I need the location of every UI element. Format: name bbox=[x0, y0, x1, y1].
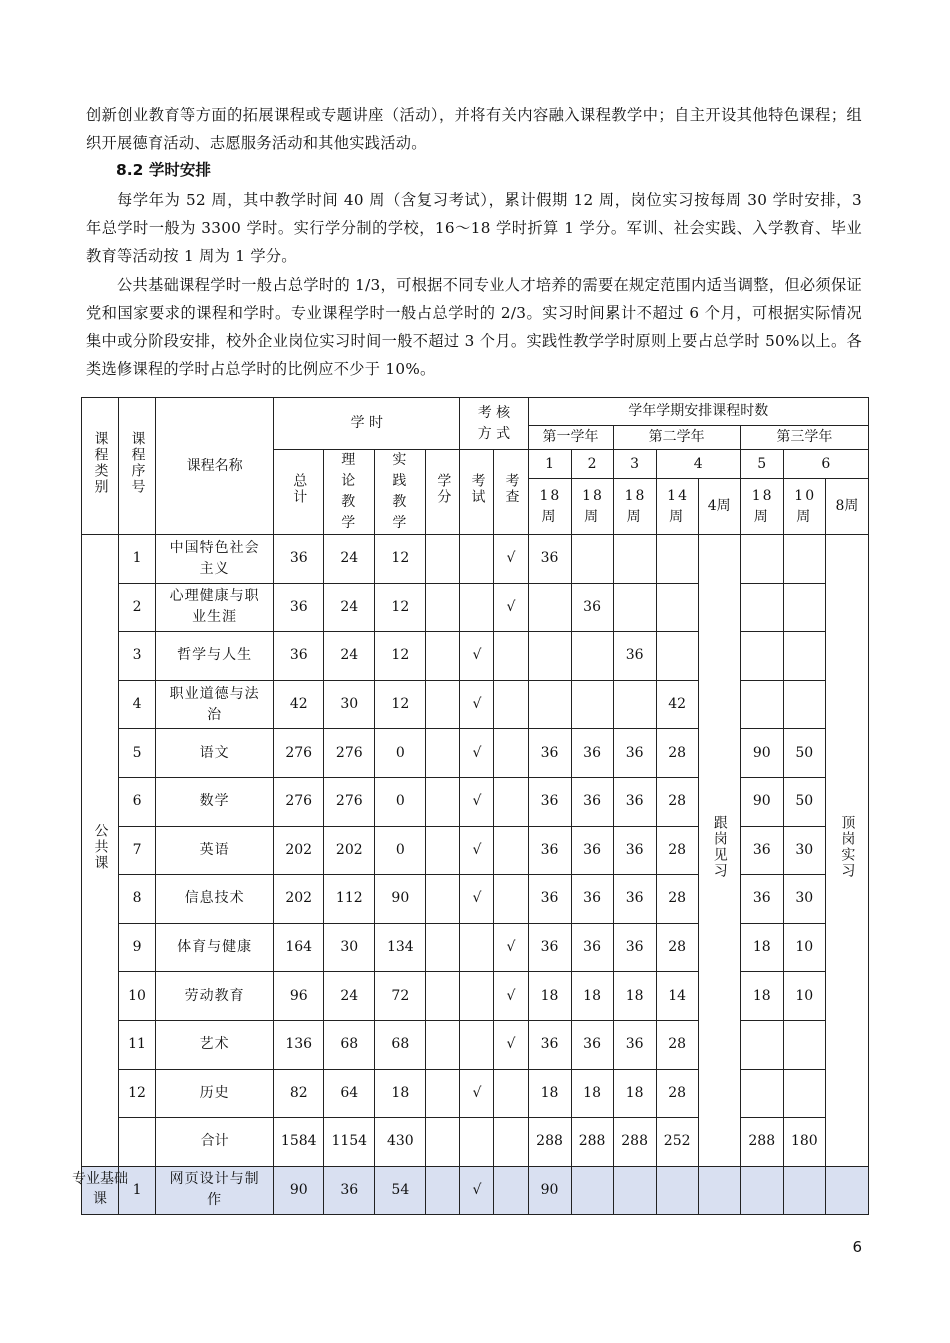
course-total: 36 bbox=[274, 583, 324, 632]
course-seq: 8 bbox=[119, 875, 156, 924]
sem5-hours: 36 bbox=[740, 875, 783, 924]
sem3-hours: 36 bbox=[613, 923, 656, 972]
course-seq: 2 bbox=[119, 583, 156, 632]
course-total: 164 bbox=[274, 923, 324, 972]
sem1-hours: 36 bbox=[528, 729, 571, 778]
course-total: 136 bbox=[274, 1020, 324, 1069]
course-name: 网页设计与制作 bbox=[156, 1166, 274, 1214]
course-credit bbox=[426, 1020, 460, 1069]
sem6-hours bbox=[783, 583, 825, 632]
course-seq: 12 bbox=[119, 1069, 156, 1118]
course-theory: 24 bbox=[324, 632, 375, 681]
sem1-hours: 36 bbox=[528, 1020, 571, 1069]
sem6-hours bbox=[783, 632, 825, 681]
sem5-hours bbox=[740, 632, 783, 681]
course-practice: 54 bbox=[375, 1166, 426, 1214]
header-name: 课程名称 bbox=[156, 398, 274, 535]
top-practice-label: 顶岗实习 bbox=[839, 814, 856, 879]
course-seq: 1 bbox=[119, 1166, 156, 1214]
header-weeks-3: 18周 bbox=[613, 479, 656, 535]
subtotal-practice: 430 bbox=[375, 1118, 426, 1167]
sem3-hours: 36 bbox=[613, 826, 656, 875]
sem6-hours: 10 bbox=[783, 923, 825, 972]
category-professional bbox=[72, 1166, 129, 1214]
empty-cell bbox=[825, 1166, 868, 1214]
course-total: 82 bbox=[274, 1069, 324, 1118]
subtotal-sem1: 288 bbox=[528, 1118, 571, 1167]
subtotal-total: 1584 bbox=[274, 1118, 324, 1167]
sem1-hours: 90 bbox=[528, 1166, 571, 1214]
empty-cell bbox=[783, 1166, 825, 1214]
subtotal-exam bbox=[460, 1118, 494, 1167]
header-category: 课程类别 bbox=[82, 398, 119, 535]
sem2-hours: 36 bbox=[571, 729, 613, 778]
subtotal-sem2: 288 bbox=[571, 1118, 613, 1167]
course-exam: √ bbox=[460, 1166, 494, 1214]
course-exam bbox=[460, 583, 494, 632]
course-seq: 4 bbox=[119, 680, 156, 729]
sem2-hours bbox=[571, 632, 613, 681]
sem6-hours bbox=[783, 1020, 825, 1069]
header-sem6: 6 bbox=[783, 450, 868, 479]
course-theory: 24 bbox=[324, 535, 375, 584]
header-weeks-4a: 14周 bbox=[656, 479, 698, 535]
sem6-hours: 30 bbox=[783, 875, 825, 924]
table-row bbox=[82, 875, 869, 924]
header-assess: 考 核 方 式 bbox=[460, 398, 528, 450]
course-exam: √ bbox=[460, 729, 494, 778]
course-exam: √ bbox=[460, 680, 494, 729]
course-check: √ bbox=[494, 923, 528, 972]
course-practice: 0 bbox=[375, 729, 426, 778]
sem5-hours: 18 bbox=[740, 972, 783, 1021]
course-name: 语文 bbox=[156, 729, 274, 778]
course-check: √ bbox=[494, 583, 528, 632]
sem4-hours bbox=[656, 632, 698, 681]
sem4-hours: 28 bbox=[656, 1020, 698, 1069]
header-practice: 实践教学 bbox=[375, 450, 426, 535]
course-exam: √ bbox=[460, 632, 494, 681]
header-weeks-6b: 8周 bbox=[825, 479, 868, 535]
course-credit bbox=[426, 777, 460, 826]
sem4-hours bbox=[656, 583, 698, 632]
course-theory: 202 bbox=[324, 826, 375, 875]
course-exam bbox=[460, 1020, 494, 1069]
sem6-hours bbox=[783, 1069, 825, 1118]
header-credit: 学分 bbox=[426, 450, 460, 535]
course-practice: 12 bbox=[375, 535, 426, 584]
course-credit bbox=[426, 535, 460, 584]
course-exam bbox=[460, 923, 494, 972]
intro-paragraph: 创新创业教育等方面的拓展课程或专题讲座（活动），并将有关内容融入课程教学中；自主开设其他特色课程；组织开展德育活动、志愿服务活动和其他实践活动。 bbox=[86, 106, 862, 152]
sem3-hours: 36 bbox=[613, 1020, 656, 1069]
header-sem2: 2 bbox=[571, 450, 613, 479]
header-hours: 学 时 bbox=[274, 398, 460, 450]
course-seq: 1 bbox=[119, 535, 156, 584]
sem3-hours: 18 bbox=[613, 972, 656, 1021]
header-year2: 第二学年 bbox=[613, 426, 740, 450]
sem6-hours: 50 bbox=[783, 777, 825, 826]
schedule-table bbox=[72, 397, 869, 1215]
course-credit bbox=[426, 826, 460, 875]
sem2-hours bbox=[571, 680, 613, 729]
course-practice: 0 bbox=[375, 826, 426, 875]
course-practice: 90 bbox=[375, 875, 426, 924]
sem3-hours: 36 bbox=[613, 777, 656, 826]
sem2-hours bbox=[571, 535, 613, 584]
table-row bbox=[82, 972, 869, 1021]
sem2-hours: 36 bbox=[571, 826, 613, 875]
empty-cell bbox=[656, 1166, 698, 1214]
sem1-hours: 36 bbox=[528, 875, 571, 924]
course-check: √ bbox=[494, 535, 528, 584]
table-row bbox=[82, 535, 869, 584]
course-practice: 68 bbox=[375, 1020, 426, 1069]
sem6-hours: 30 bbox=[783, 826, 825, 875]
course-practice: 72 bbox=[375, 972, 426, 1021]
course-total: 202 bbox=[274, 875, 324, 924]
course-exam: √ bbox=[460, 826, 494, 875]
sem1-hours: 18 bbox=[528, 972, 571, 1021]
category-public-label: 公共课 bbox=[92, 822, 109, 871]
category-public bbox=[82, 535, 119, 1167]
follow-practice bbox=[698, 535, 740, 1167]
course-name: 中国特色社会主义 bbox=[156, 535, 274, 584]
course-seq: 6 bbox=[119, 777, 156, 826]
header-seq: 课程序号 bbox=[119, 398, 156, 535]
header-theory: 理论教学 bbox=[324, 450, 375, 535]
course-practice: 12 bbox=[375, 632, 426, 681]
course-exam: √ bbox=[460, 875, 494, 924]
course-check bbox=[494, 826, 528, 875]
sem5-hours bbox=[740, 535, 783, 584]
sem5-hours bbox=[740, 1069, 783, 1118]
table-row bbox=[82, 632, 869, 681]
course-credit bbox=[426, 632, 460, 681]
course-exam: √ bbox=[460, 1069, 494, 1118]
sem1-hours: 18 bbox=[528, 1069, 571, 1118]
subtotal-theory: 1154 bbox=[324, 1118, 375, 1167]
sem5-hours bbox=[740, 680, 783, 729]
subtotal-sem4: 252 bbox=[656, 1118, 698, 1167]
subtotal-sem6: 180 bbox=[783, 1118, 825, 1167]
sem2-hours: 36 bbox=[571, 923, 613, 972]
header-weeks-5: 18周 bbox=[740, 479, 783, 535]
header-sem5: 5 bbox=[740, 450, 783, 479]
course-seq: 3 bbox=[119, 632, 156, 681]
category-professional-label: 专业基础课 bbox=[72, 1171, 129, 1208]
sem4-hours: 28 bbox=[656, 875, 698, 924]
sem6-hours bbox=[783, 680, 825, 729]
sem6-hours: 10 bbox=[783, 972, 825, 1021]
sem5-hours: 36 bbox=[740, 826, 783, 875]
course-practice: 18 bbox=[375, 1069, 426, 1118]
course-exam bbox=[460, 535, 494, 584]
header-check: 考查 bbox=[494, 450, 528, 535]
course-check bbox=[494, 1069, 528, 1118]
course-practice: 12 bbox=[375, 583, 426, 632]
course-credit bbox=[426, 729, 460, 778]
course-check: √ bbox=[494, 1020, 528, 1069]
course-total: 36 bbox=[274, 632, 324, 681]
course-theory: 24 bbox=[324, 583, 375, 632]
course-name: 艺术 bbox=[156, 1020, 274, 1069]
course-seq: 9 bbox=[119, 923, 156, 972]
course-check bbox=[494, 875, 528, 924]
course-check: √ bbox=[494, 972, 528, 1021]
course-name: 英语 bbox=[156, 826, 274, 875]
sem1-hours: 36 bbox=[528, 535, 571, 584]
course-check bbox=[494, 680, 528, 729]
header-weeks-2: 18周 bbox=[571, 479, 613, 535]
course-seq: 11 bbox=[119, 1020, 156, 1069]
sem5-hours: 18 bbox=[740, 923, 783, 972]
schedule-body bbox=[72, 398, 869, 1215]
table-row bbox=[82, 680, 869, 729]
sem2-hours: 36 bbox=[571, 875, 613, 924]
header-sem3: 3 bbox=[613, 450, 656, 479]
course-total: 276 bbox=[274, 729, 324, 778]
table-row bbox=[82, 1069, 869, 1118]
header-total: 总计 bbox=[274, 450, 324, 535]
empty-cell bbox=[698, 1166, 740, 1214]
subtotal-check bbox=[494, 1118, 528, 1167]
course-practice: 0 bbox=[375, 777, 426, 826]
paragraph-ratio: 公共基础课程学时一般占总学时的 1/3，可根据不同专业人才培养的需要在规定范围内适当调整，但必须保证党和国家要求的课程和学时。专业课程学时一般占总学时的 2/3。实习时间累计不超过 6 个月，可根据实际情况集中或分阶段安排，校外企业岗位实习时间一般不超过 3 个月。实践性教学学时原则上要占总学时 50%以上。各类选修课程的学时占总学时的比例应不少于 10%。 bbox=[86, 276, 862, 378]
sem3-hours: 18 bbox=[613, 1069, 656, 1118]
page-number: 6 bbox=[852, 1238, 862, 1256]
course-practice: 12 bbox=[375, 680, 426, 729]
course-name: 信息技术 bbox=[156, 875, 274, 924]
course-total: 36 bbox=[274, 535, 324, 584]
course-check bbox=[494, 777, 528, 826]
empty-cell bbox=[740, 1166, 783, 1214]
course-theory: 64 bbox=[324, 1069, 375, 1118]
header-exam: 考试 bbox=[460, 450, 494, 535]
sem4-hours: 28 bbox=[656, 923, 698, 972]
course-credit bbox=[426, 875, 460, 924]
subtotal-row bbox=[82, 1118, 869, 1167]
sem2-hours: 18 bbox=[571, 972, 613, 1021]
sem4-hours: 28 bbox=[656, 1069, 698, 1118]
course-exam bbox=[460, 972, 494, 1021]
course-credit bbox=[426, 1166, 460, 1214]
header-sem4: 4 bbox=[656, 450, 740, 479]
sem5-hours: 90 bbox=[740, 777, 783, 826]
course-credit bbox=[426, 1069, 460, 1118]
sem4-hours: 42 bbox=[656, 680, 698, 729]
course-seq: 5 bbox=[119, 729, 156, 778]
top-practice bbox=[825, 535, 868, 1167]
subtotal-seq bbox=[119, 1118, 156, 1167]
header-year1: 第一学年 bbox=[528, 426, 613, 450]
course-exam: √ bbox=[460, 777, 494, 826]
course-total: 202 bbox=[274, 826, 324, 875]
sem1-hours bbox=[528, 583, 571, 632]
sem2-hours: 36 bbox=[571, 777, 613, 826]
course-theory: 68 bbox=[324, 1020, 375, 1069]
empty-cell bbox=[571, 1166, 613, 1214]
sem2-hours: 18 bbox=[571, 1069, 613, 1118]
sem1-hours bbox=[528, 632, 571, 681]
header-row-1 bbox=[82, 398, 869, 426]
header-year3: 第三学年 bbox=[740, 426, 868, 450]
sem3-hours bbox=[613, 680, 656, 729]
header-weeks-1: 18周 bbox=[528, 479, 571, 535]
header-schedule: 学年学期安排课程时数 bbox=[528, 398, 869, 426]
sem2-hours: 36 bbox=[571, 1020, 613, 1069]
course-total: 276 bbox=[274, 777, 324, 826]
course-name: 体育与健康 bbox=[156, 923, 274, 972]
subtotal-credit bbox=[426, 1118, 460, 1167]
sem1-hours: 36 bbox=[528, 923, 571, 972]
header-sem1: 1 bbox=[528, 450, 571, 479]
sem3-hours: 36 bbox=[613, 875, 656, 924]
course-credit bbox=[426, 583, 460, 632]
empty-cell bbox=[613, 1166, 656, 1214]
header-weeks-4b: 4周 bbox=[698, 479, 740, 535]
sem1-hours: 36 bbox=[528, 826, 571, 875]
course-name: 历史 bbox=[156, 1069, 274, 1118]
sem3-hours: 36 bbox=[613, 729, 656, 778]
course-practice: 134 bbox=[375, 923, 426, 972]
sem6-hours bbox=[783, 535, 825, 584]
table-row bbox=[82, 1020, 869, 1069]
sem3-hours: 36 bbox=[613, 632, 656, 681]
course-name: 心理健康与职业生涯 bbox=[156, 583, 274, 632]
course-theory: 36 bbox=[324, 1166, 375, 1214]
course-check bbox=[494, 729, 528, 778]
follow-practice-label: 跟岗见习 bbox=[711, 814, 728, 879]
subtotal-sem3: 288 bbox=[613, 1118, 656, 1167]
table-row bbox=[82, 777, 869, 826]
course-credit bbox=[426, 923, 460, 972]
course-seq: 10 bbox=[119, 972, 156, 1021]
course-theory: 24 bbox=[324, 972, 375, 1021]
course-theory: 112 bbox=[324, 875, 375, 924]
course-check bbox=[494, 632, 528, 681]
sem5-hours bbox=[740, 1020, 783, 1069]
table-row-professional bbox=[82, 1166, 869, 1214]
sem1-hours bbox=[528, 680, 571, 729]
course-total: 42 bbox=[274, 680, 324, 729]
table-row bbox=[82, 826, 869, 875]
sem1-hours: 36 bbox=[528, 777, 571, 826]
course-credit bbox=[426, 680, 460, 729]
subtotal-sem5: 288 bbox=[740, 1118, 783, 1167]
course-name: 哲学与人生 bbox=[156, 632, 274, 681]
subtotal-label: 合计 bbox=[156, 1118, 274, 1167]
course-theory: 30 bbox=[324, 923, 375, 972]
course-theory: 30 bbox=[324, 680, 375, 729]
course-total: 90 bbox=[274, 1166, 324, 1214]
table-row bbox=[82, 583, 869, 632]
sem5-hours: 90 bbox=[740, 729, 783, 778]
course-name: 职业道德与法治 bbox=[156, 680, 274, 729]
course-theory: 276 bbox=[324, 729, 375, 778]
course-total: 96 bbox=[274, 972, 324, 1021]
sem4-hours: 28 bbox=[656, 729, 698, 778]
course-credit bbox=[426, 972, 460, 1021]
course-theory: 276 bbox=[324, 777, 375, 826]
section-heading: 8.2 学时安排 bbox=[116, 161, 211, 179]
sem4-hours: 28 bbox=[656, 777, 698, 826]
course-check bbox=[494, 1166, 528, 1214]
sem4-hours bbox=[656, 535, 698, 584]
table-row bbox=[82, 729, 869, 778]
sem6-hours: 50 bbox=[783, 729, 825, 778]
sem3-hours bbox=[613, 535, 656, 584]
table-row bbox=[82, 923, 869, 972]
course-name: 数学 bbox=[156, 777, 274, 826]
sem3-hours bbox=[613, 583, 656, 632]
sem4-hours: 14 bbox=[656, 972, 698, 1021]
course-name: 劳动教育 bbox=[156, 972, 274, 1021]
sem4-hours: 28 bbox=[656, 826, 698, 875]
header-weeks-6a: 10周 bbox=[783, 479, 825, 535]
sem5-hours bbox=[740, 583, 783, 632]
sem2-hours: 36 bbox=[571, 583, 613, 632]
course-seq: 7 bbox=[119, 826, 156, 875]
paragraph-weeks: 每学年为 52 周，其中教学时间 40 周（含复习考试），累计假期 12 周，岗位实习按每周 30 学时安排，3 年总学时一般为 3300 学时。实行学分制的学校，16～18 学时折算 1 学分。军训、社会实践、入学教育、毕业教育等活动按 1 周为 1 学分。 bbox=[86, 191, 862, 265]
